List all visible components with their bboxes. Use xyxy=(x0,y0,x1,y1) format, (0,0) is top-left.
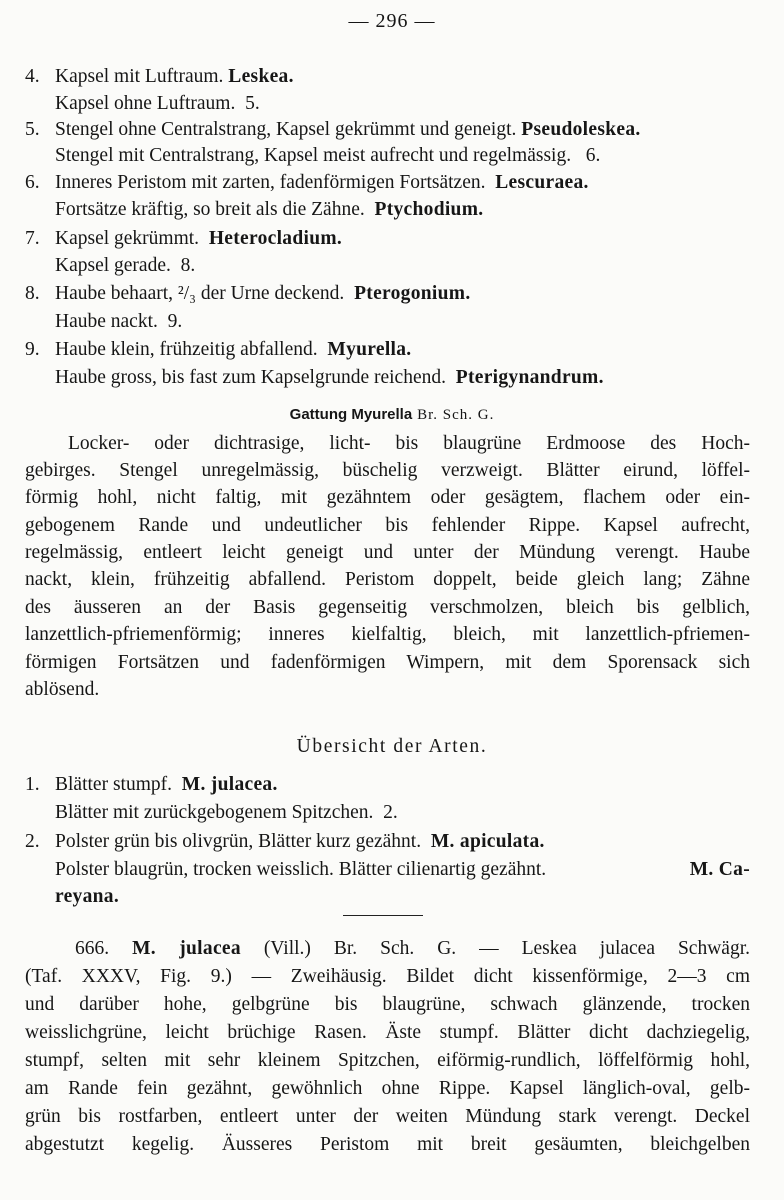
genus-name: Lescuraea. xyxy=(495,172,589,193)
species-name: M. julacea. xyxy=(181,774,278,795)
species-key-line: Polster blaugrün, trocken weisslich. Blätter cilienartig gezähnt. M. Ca- xyxy=(55,859,750,880)
genus-name: Leskea. xyxy=(228,66,294,87)
species-name: reyana. xyxy=(55,886,120,907)
entry-line: am Rande fein gezähnt, gewöhnlich ohne Rippe. Kapsel länglich-oval, gelb- xyxy=(25,1078,750,1099)
entry-line: (Taf. XXXV, Fig. 9.) — Zweihäusig. Bildet dicht kissenförmige, 2—3 cm xyxy=(25,966,750,987)
description-line: nackt, klein, frühzeitig abfallend. Peristom doppelt, beide gleich lang; Zähne xyxy=(25,569,750,590)
key-line: 7. Kapsel gekrümmt. Heterocladium. xyxy=(25,228,343,249)
key-line: Haube nackt. 9. xyxy=(55,311,183,332)
page-number: — 296 — xyxy=(348,10,436,32)
genus-name: Myurella. xyxy=(327,339,412,360)
species-key-line xyxy=(55,885,119,909)
description-line: regelmässig, entleert leicht geneigt und unter der Mündung verengt. Haube xyxy=(25,542,750,563)
description-line: gebogenem Rande und undeutlicher bis fehlender Rippe. Kapsel aufrecht, xyxy=(25,515,750,536)
description-line: des äusseren an der Basis gegenseitig verschmolzen, bleich bis gelblich, xyxy=(25,597,750,618)
entry-line: stumpf, selten mit sehr kleinem Spitzchen, eiförmig-rundlich, löffelförmig hohl, xyxy=(25,1050,750,1071)
description-line: Locker- oder dichtrasige, licht- bis blaugrüne Erdmoose des Hoch- xyxy=(68,433,750,454)
genus-heading-authors: Br. Sch. G. xyxy=(417,407,495,423)
description-line: lanzettlich-pfriemenförmig; inneres kielfaltig, bleich, mit lanzettlich-pfriemen- xyxy=(25,624,750,645)
species-key-line: 1. Blätter stumpf. M. julacea. xyxy=(25,774,278,795)
species-number: 666. xyxy=(75,938,110,959)
key-line: 5. Stengel ohne Centralstrang, Kapsel gekrümmt und geneigt. Pseudoleskea. xyxy=(25,119,641,140)
key-line: Kapsel ohne Luftraum. 5. xyxy=(55,93,260,114)
genus-heading-label: Gattung Myurella xyxy=(289,406,413,423)
description-line: förmig hohl, nicht faltig, mit gezähntem oder gesägtem, flachem oder ein- xyxy=(25,487,750,508)
section-divider xyxy=(343,915,423,916)
description-line: förmigen Fortsätzen und fadenförmigen Wimpern, mit dem Sporensack sich xyxy=(25,652,750,673)
entry-line: weisslichgrüne, leicht brüchige Rasen. Äste stumpf. Blätter dicht dachziegelig, xyxy=(25,1022,750,1043)
description-line: gebirges. Stengel unregelmässig, büschelig verzweigt. Blätter eirund, löffel- xyxy=(25,460,750,481)
species-overview-title: Übersicht der Arten. xyxy=(296,736,488,757)
species-entry-name: M. julacea xyxy=(132,938,241,959)
genus-heading xyxy=(0,402,784,427)
species-key-line: Blätter mit zurückgebogenem Spitzchen. 2. xyxy=(55,802,398,823)
species-entry-first-line: 666. M. julacea (Vill.) Br. Sch. G. — Leskea julacea Schwägr. xyxy=(75,938,750,959)
key-line: 4. Kapsel mit Luftraum. Leskea. xyxy=(25,66,294,87)
key-line: 6. Inneres Peristom mit zarten, fadenförmigen Fortsätzen. Lescuraea. xyxy=(25,172,589,193)
species-name: M. apiculata. xyxy=(430,831,545,852)
key-line: Kapsel gerade. 8. xyxy=(55,255,196,276)
genus-name: Pterigynandrum. xyxy=(455,367,604,388)
species-name: M. Ca- xyxy=(689,859,750,880)
species-key-line: 2. Polster grün bis olivgrün, Blätter kurz gezähnt. M. apiculata. xyxy=(25,831,545,852)
entry-line: und darüber hohe, gelbgrüne bis blaugrüne, schwach glänzende, trocken xyxy=(25,994,750,1015)
genus-name: Pseudoleskea. xyxy=(521,119,641,140)
genus-name: Heterocladium. xyxy=(208,228,343,249)
key-line: 8. Haube behaart, ²/₃ der Urne deckend. Pterogonium. xyxy=(25,283,471,304)
genus-name: Ptychodium. xyxy=(374,199,484,220)
genus-name: Pterogonium. xyxy=(354,283,471,304)
description-line: ablösend. xyxy=(25,679,100,700)
key-line: Haube gross, bis fast zum Kapselgrunde reichend. Pterigynandrum. xyxy=(55,367,604,388)
entry-line: abgestutzt kegelig. Äusseres Peristom mit breit gesäumten, bleichgelben xyxy=(25,1134,750,1155)
key-line: Fortsätze kräftig, so breit als die Zähne. Ptychodium. xyxy=(55,199,484,220)
key-line: Stengel mit Centralstrang, Kapsel meist aufrecht und regelmässig. 6. xyxy=(55,145,601,166)
key-line: 9. Haube klein, frühzeitig abfallend. Myurella. xyxy=(25,339,412,360)
entry-line: grün bis rostfarben, entleert unter der weiten Mündung stark verengt. Deckel xyxy=(25,1106,750,1127)
